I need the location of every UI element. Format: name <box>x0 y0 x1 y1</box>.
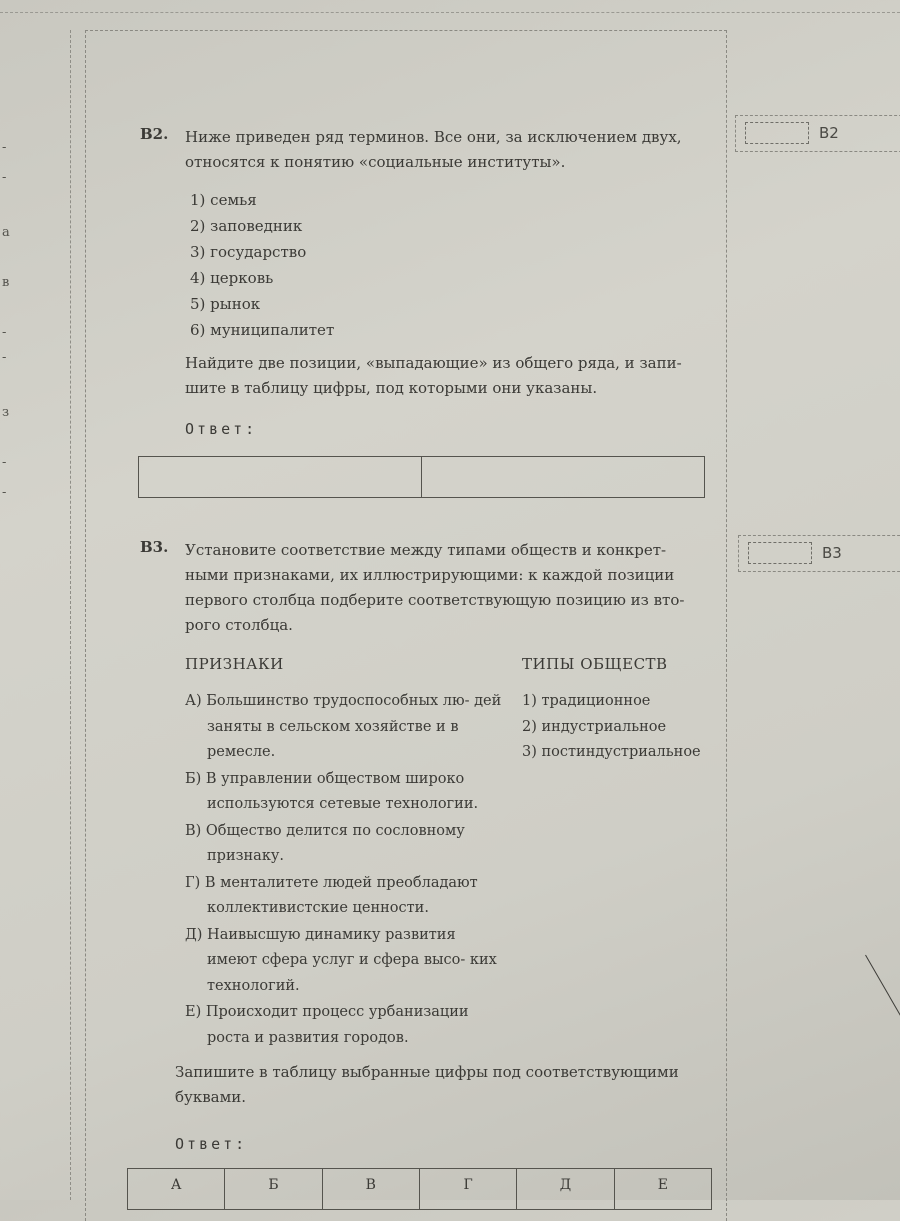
b3-answer-table <box>127 1168 712 1210</box>
b2-option: 4) церковь <box>190 269 274 287</box>
b3-task-line: буквами. <box>175 1088 247 1106</box>
b3-sign: Г) В менталитете людей преобладают коллективистские ценности. <box>185 874 478 916</box>
b2-option: 6) муниципалитет <box>190 321 335 339</box>
b3-table-header: Б <box>225 1169 322 1209</box>
b3-sign: Е) Происходит процесс урбанизации роста и развития городов. <box>185 1004 469 1046</box>
margin-fragment: в <box>2 275 10 290</box>
b3-intro-line: ными признаками, их иллюстрирующими: к каждой позиции <box>185 566 675 584</box>
b3-type: 3) постиндустриальное <box>522 744 701 760</box>
b3-type: 1) традиционное <box>522 693 651 709</box>
margin-fragment: а <box>2 225 10 240</box>
b2-option: 2) заповедник <box>190 217 303 235</box>
b3-col2-head: ТИПЫ ОБЩЕСТВ <box>522 655 668 673</box>
b2-answer-cell[interactable] <box>139 457 422 497</box>
b3-body <box>185 538 720 638</box>
b2-body <box>185 125 720 442</box>
margin-fragment: - <box>2 140 7 155</box>
b3-intro-line: первого столбца подберите соответствующую позицию из вто- <box>185 591 685 609</box>
b2-side-label: В2 <box>819 124 839 142</box>
b3-table-header: Г <box>420 1169 517 1209</box>
b3-sign: В) Общество делится по сословному признаку. <box>185 822 465 864</box>
b3-col1-head: ПРИЗНАКИ <box>185 655 284 673</box>
left-margin-rule <box>70 30 71 1200</box>
b3-table-header: А <box>128 1169 225 1209</box>
b3-intro-line: рого столбца. <box>185 616 293 634</box>
b3-score-box[interactable] <box>748 542 812 564</box>
margin-fragment: - <box>2 170 7 185</box>
b3-task-block <box>175 1060 715 1157</box>
margin-fragment: з <box>2 405 10 420</box>
b3-table-header: Д <box>517 1169 614 1209</box>
b2-answer-table <box>138 456 705 498</box>
b3-sign: Д) Наивысшую динамику развития имеют сфера услуг и сфера высо- ких технологий. <box>185 926 497 994</box>
b3-number: В3. <box>140 538 169 556</box>
b3-side-label: В3 <box>822 544 842 562</box>
b3-signs-column <box>185 652 505 1052</box>
b3-intro-line: Установите соответствие между типами обществ и конкрет- <box>185 541 667 559</box>
b2-answer-cell[interactable] <box>422 457 704 497</box>
b2-number: В2. <box>140 125 169 143</box>
b3-answer-label: Ответ: <box>175 1135 248 1153</box>
b3-table-header: В <box>323 1169 420 1209</box>
b2-options <box>190 187 720 343</box>
b2-option: 5) рынок <box>190 295 261 313</box>
b2-task-line: Найдите две позиции, «выпадающие» из общего ряда, и запи- <box>185 354 682 372</box>
b3-sign: Б) В управлении обществом широко используются сетевые технологии. <box>185 770 479 812</box>
margin-fragment: - <box>2 455 7 470</box>
b2-intro-line: относятся к понятию «социальные институты». <box>185 153 566 171</box>
pen-mark <box>865 955 900 1016</box>
left-page-fragment <box>0 0 70 1200</box>
b3-types <box>522 689 722 766</box>
b3-sign: А) Большинство трудоспособных лю- дей заняты в сельском хозяйстве и в ремесле. <box>185 693 502 760</box>
b3-table-header: Е <box>657 1177 668 1193</box>
b2-score-box[interactable] <box>745 122 809 144</box>
b2-task-line: шите в таблицу цифры, под которыми они указаны. <box>185 379 598 397</box>
top-dashed-rule <box>0 12 900 13</box>
b2-option: 3) государство <box>190 243 307 261</box>
margin-fragment: - <box>2 350 7 365</box>
b2-intro-line: Ниже приведен ряд терминов. Все они, за исключением двух, <box>185 128 682 146</box>
b3-type: 2) индустриальное <box>522 718 667 735</box>
b3-side-box <box>748 542 842 564</box>
b3-types-column <box>522 652 722 766</box>
margin-fragment: - <box>2 485 7 500</box>
b2-answer-label: Ответ: <box>185 420 258 438</box>
b3-signs <box>185 689 505 1051</box>
margin-fragment: - <box>2 325 7 340</box>
b2-option: 1) семья <box>190 191 257 209</box>
b3-task-line: Запишите в таблицу выбранные цифры под соответствующими <box>175 1063 679 1081</box>
b2-side-box <box>745 122 839 144</box>
